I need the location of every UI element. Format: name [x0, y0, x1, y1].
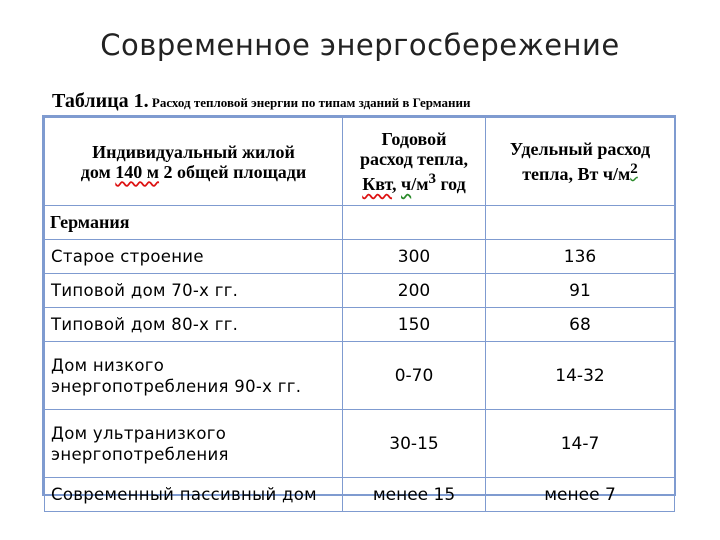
annual-value: 200 — [343, 274, 486, 308]
specific-value: 14-32 — [486, 342, 675, 410]
header-building-part-c: 2 общей площади — [159, 161, 307, 182]
building-name-line1: Дом низкого — [51, 355, 165, 375]
header-annual-line3 — [348, 169, 480, 194]
header-annual-line1: Годовой — [381, 129, 447, 149]
header-specific-heat — [486, 118, 675, 206]
group-empty-cell — [343, 206, 486, 240]
building-name: Типовой дом 80-х гг. — [45, 308, 343, 342]
table-row — [45, 308, 675, 342]
caption-text: Расход тепловой энергии по типам зданий в Германии — [148, 95, 471, 110]
annual-value: 150 — [343, 308, 486, 342]
group-empty-cell — [486, 206, 675, 240]
table-row — [45, 478, 675, 512]
building-name — [45, 410, 343, 478]
header-specific-sup: 2 — [630, 161, 638, 177]
header-specific-text: тепла, Вт ч/м — [522, 164, 631, 184]
group-row — [45, 206, 675, 240]
header-annual-unit-year: год — [435, 174, 466, 194]
specific-value: 136 — [486, 240, 675, 274]
header-building-part-a: дом — [80, 161, 116, 182]
building-name — [45, 342, 343, 410]
building-name: Старое строение — [45, 240, 343, 274]
table-row — [45, 410, 675, 478]
header-annual-unit-m: /м — [411, 174, 429, 194]
header-specific-line2 — [491, 159, 669, 184]
specific-value: 68 — [486, 308, 675, 342]
table-row — [45, 240, 675, 274]
energy-table — [42, 115, 676, 505]
annual-value: 0-70 — [343, 342, 486, 410]
building-name-line2: энергопотребления 90-х гг. — [51, 376, 302, 396]
building-name: Современный пассивный дом — [45, 478, 343, 512]
annual-value: 30-15 — [343, 410, 486, 478]
caption-number: Таблица 1. — [52, 90, 149, 112]
header-annual-unit-h: ч — [401, 174, 412, 194]
header-annual-heat — [343, 118, 486, 206]
table-row — [45, 342, 675, 410]
header-building-area: 140 м — [115, 161, 160, 182]
group-label: Германия — [45, 206, 343, 240]
header-building-type — [45, 118, 343, 206]
header-annual-comma: , — [392, 174, 402, 194]
slide-title: Современное энергосбережение — [100, 28, 620, 62]
header-building-line1: Индивидуальный жилой — [92, 141, 295, 162]
building-name: Типовой дом 70-х гг. — [45, 274, 343, 308]
specific-value: менее 7 — [486, 478, 675, 512]
header-specific-line1: Удельный расход — [509, 139, 651, 159]
header-annual-line2: расход тепла, — [360, 149, 468, 169]
specific-value: 14-7 — [486, 410, 675, 478]
table-row — [45, 274, 675, 308]
table-header-row — [45, 118, 675, 206]
table-caption — [52, 90, 471, 113]
annual-value: менее 15 — [343, 478, 486, 512]
building-name-line1: Дом ультранизкого — [51, 423, 227, 443]
annual-value: 300 — [343, 240, 486, 274]
specific-value: 91 — [486, 274, 675, 308]
header-building-line2 — [50, 162, 337, 182]
header-annual-unit-kwt: Квт — [362, 174, 393, 194]
header-annual-sup: 3 — [428, 171, 436, 187]
building-name-line2: энергопотребления — [51, 444, 229, 464]
